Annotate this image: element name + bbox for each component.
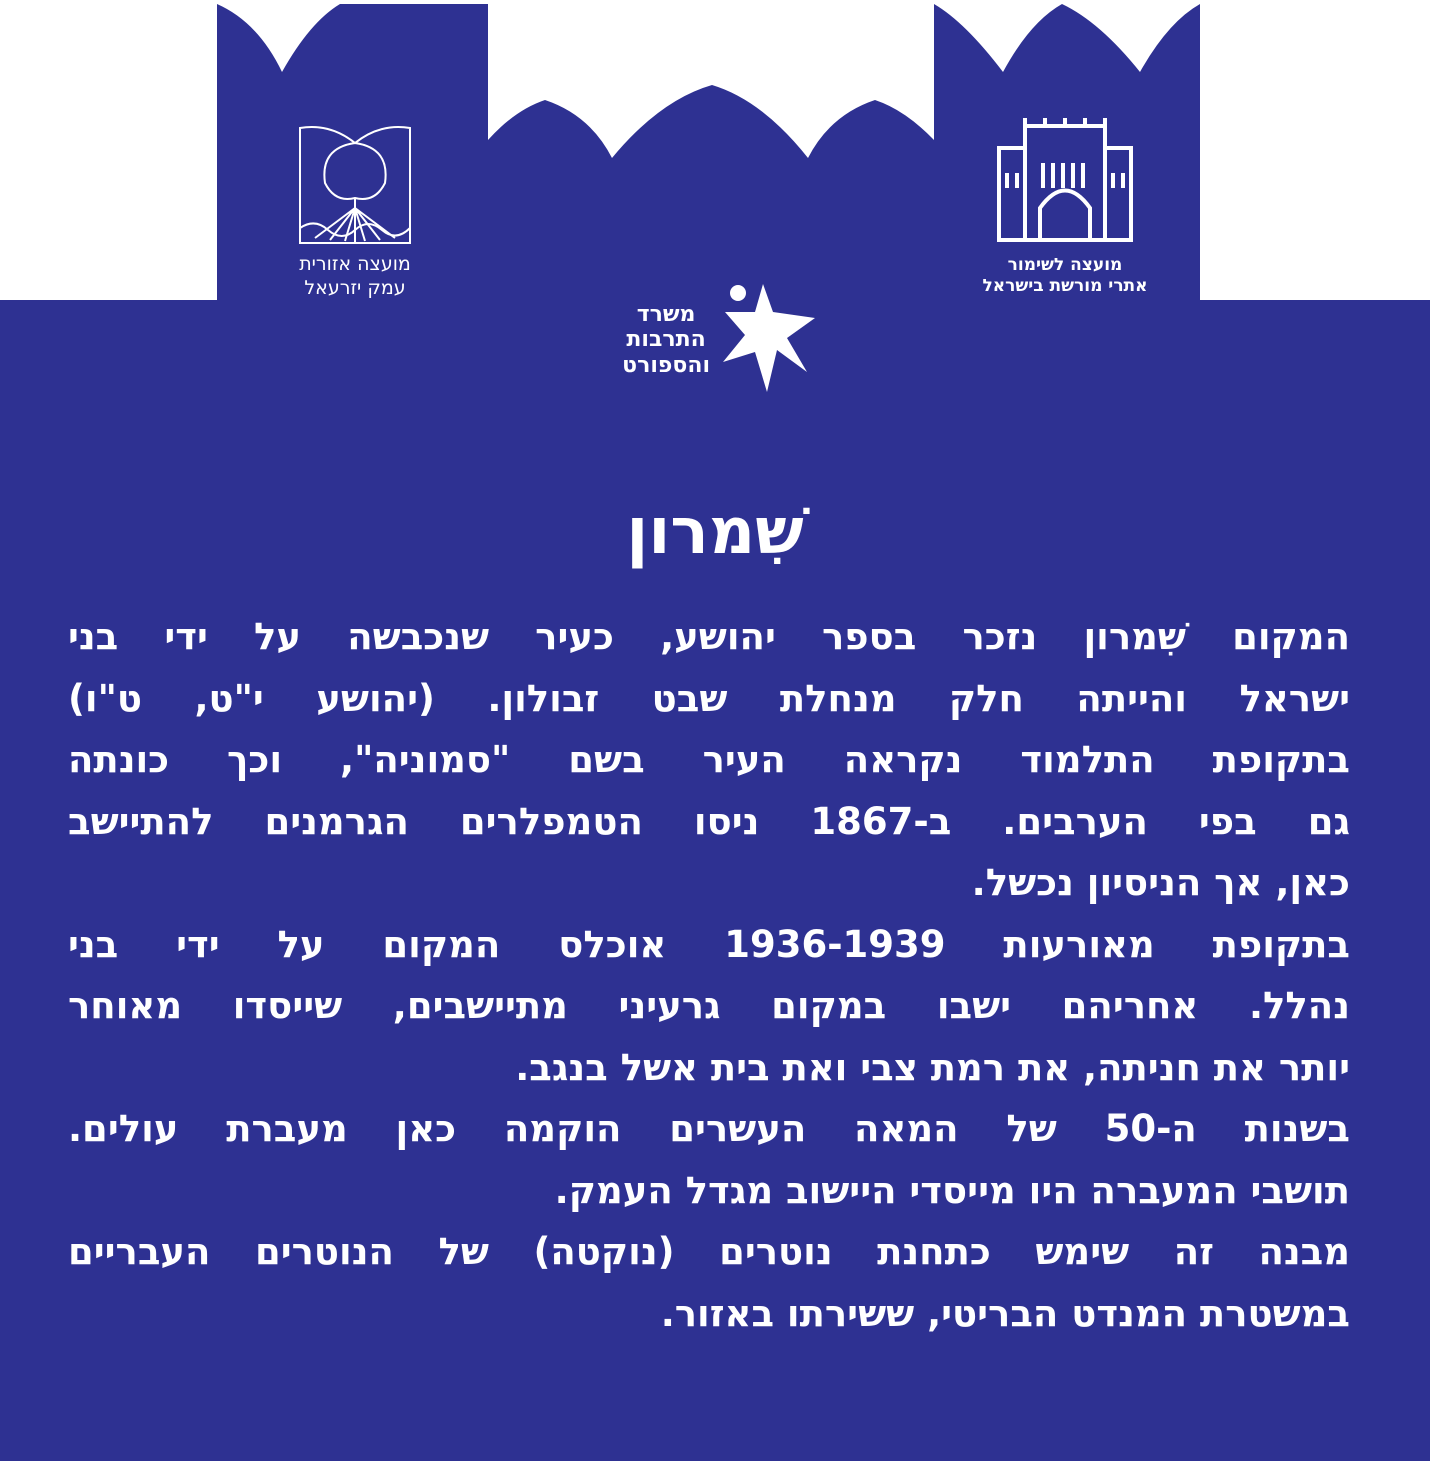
open-book-butterfly-icon: [290, 118, 420, 253]
body-text: [68, 606, 1350, 1344]
body-line: תושבי המעברה היו מייסדי היישוב מגדל העמק.: [554, 1168, 1350, 1212]
body-line: יותר את חניתה, את רמת צבי ואת בית אשל בנגב.: [515, 1045, 1350, 1089]
body-line: כאן, אך הניסיון נכשל.: [971, 861, 1350, 904]
regional-council-logo: [250, 118, 460, 301]
regional-council-caption-2: עמק יזרעאל: [304, 276, 406, 299]
body-line: בתקופת התלמוד נקראה העיר בשם "סמוניה", וכך כונתה: [68, 738, 1350, 781]
body-line: בתקופת מאורעות 1936-1939 אוכלס המקום על ידי בני: [68, 922, 1351, 966]
regional-council-caption-1: מועצה אזורית: [299, 253, 411, 275]
body-line: נהלל. אחריהם ישבו במקום גרעיני מתיישבים, שייסדו מאוחר: [68, 984, 1350, 1027]
body-line: המקום שִׁמרון נזכר בספר יהושע, כעיר שנכבשה על ידי בני: [68, 615, 1350, 658]
star-figure-icon: [715, 280, 820, 398]
heritage-council-logo: [955, 118, 1175, 298]
body-line: בשנות ה-50 של המאה העשרים הוקמה כאן מעברת עולים.: [68, 1107, 1350, 1150]
ministry-caption-1: משרד: [636, 302, 696, 327]
body-line: מבנה זה שימש כתחנת נוטרים (נוקטה) של הנוטרים העבריים: [68, 1230, 1350, 1273]
body-line: במשטרת המנדט הבריטי, ששירתו באזור.: [660, 1291, 1350, 1335]
ministry-caption: [622, 302, 710, 378]
body-line: גם בפי הערבים. ב-1867 ניסו הטמפלרים הגרמנים להתיישב: [68, 799, 1350, 843]
ministry-caption-2: התרבות: [626, 327, 706, 353]
ministry-logo: [590, 280, 830, 410]
body-line: ישראל והייתה חלק מנחלת שבט זבולון. (יהושע י"ט, ט"ו): [68, 676, 1350, 720]
ministry-caption-3: והספורט: [622, 352, 710, 378]
heritage-council-caption-2: אתרי מורשת בישראל: [982, 276, 1148, 297]
page-title: שִׁמרון: [626, 495, 804, 569]
castle-gate-icon: [995, 118, 1135, 243]
heritage-council-caption-1: מועצה לשימור: [1007, 255, 1123, 275]
